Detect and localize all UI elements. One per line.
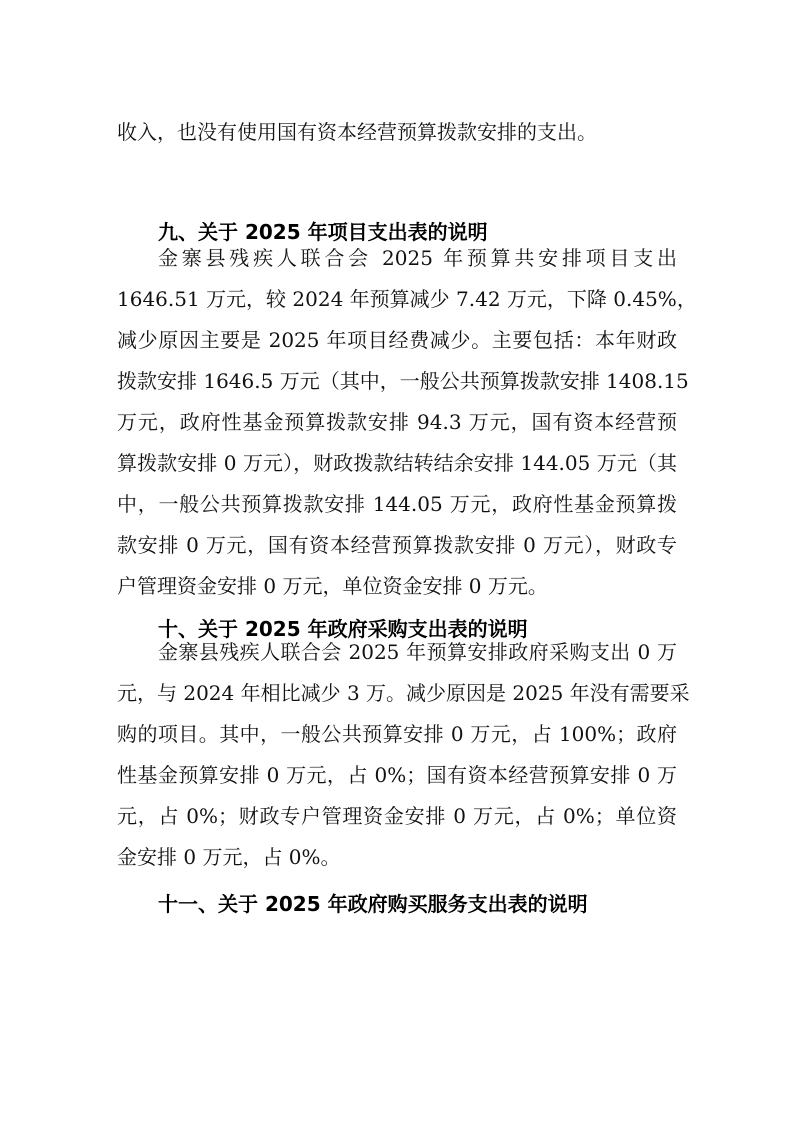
paragraph-line: 性基金预算安排 0 万元，占 0%；国有资本经营预算安排 0 万 [117, 763, 677, 787]
paragraph-line: 金寨县残疾人联合会 2025 年预算安排政府采购支出 0 万 [158, 640, 677, 664]
paragraph-line: 金寨县残疾人联合会 2025 年预算共安排项目支出 [158, 246, 677, 270]
paragraph-line: 购的项目。其中，一般公共预算安排 0 万元，占 100%；政府 [117, 722, 677, 746]
section-heading-10: 十、关于 2025 年政府采购支出表的说明 [158, 617, 528, 641]
paragraph-line: 金安排 0 万元，占 0%。 [117, 845, 341, 869]
paragraph-line: 元，与 2024 年相比减少 3 万。减少原因是 2025 年没有需要采 [117, 681, 690, 705]
paragraph-line: 元，占 0%；财政专户管理资金安排 0 万元，占 0%；单位资 [117, 804, 677, 828]
paragraph-line: 拨款安排 1646.5 万元（其中，一般公共预算拨款安排 1408.15 [117, 369, 689, 393]
paragraph-line: 万元，政府性基金预算拨款安排 94.3 万元，国有资本经营预 [117, 410, 677, 434]
paragraph-line: 减少原因主要是 2025 年项目经费减少。主要包括：本年财政 [117, 328, 677, 352]
section-heading-9: 九、关于 2025 年项目支出表的说明 [158, 220, 488, 244]
paragraph-line: 款安排 0 万元，国有资本经营预算拨款安排 0 万元），财政专 [117, 533, 677, 557]
section-heading-11: 十一、关于 2025 年政府购买服务支出表的说明 [158, 892, 588, 916]
paragraph-line: 算拨款安排 0 万元），财政拨款结转结余安排 144.05 万元（其 [117, 451, 677, 475]
paragraph-line: 户管理资金安排 0 万元，单位资金安排 0 万元。 [117, 574, 548, 598]
paragraph-line: 1646.51 万元，较 2024 年预算减少 7.42 万元，下降 0.45%， [117, 287, 697, 311]
intro-line: 收入，也没有使用国有资本经营预算拨款安排的支出。 [117, 120, 597, 144]
paragraph-line: 中，一般公共预算拨款安排 144.05 万元，政府性基金预算拨 [117, 492, 677, 516]
